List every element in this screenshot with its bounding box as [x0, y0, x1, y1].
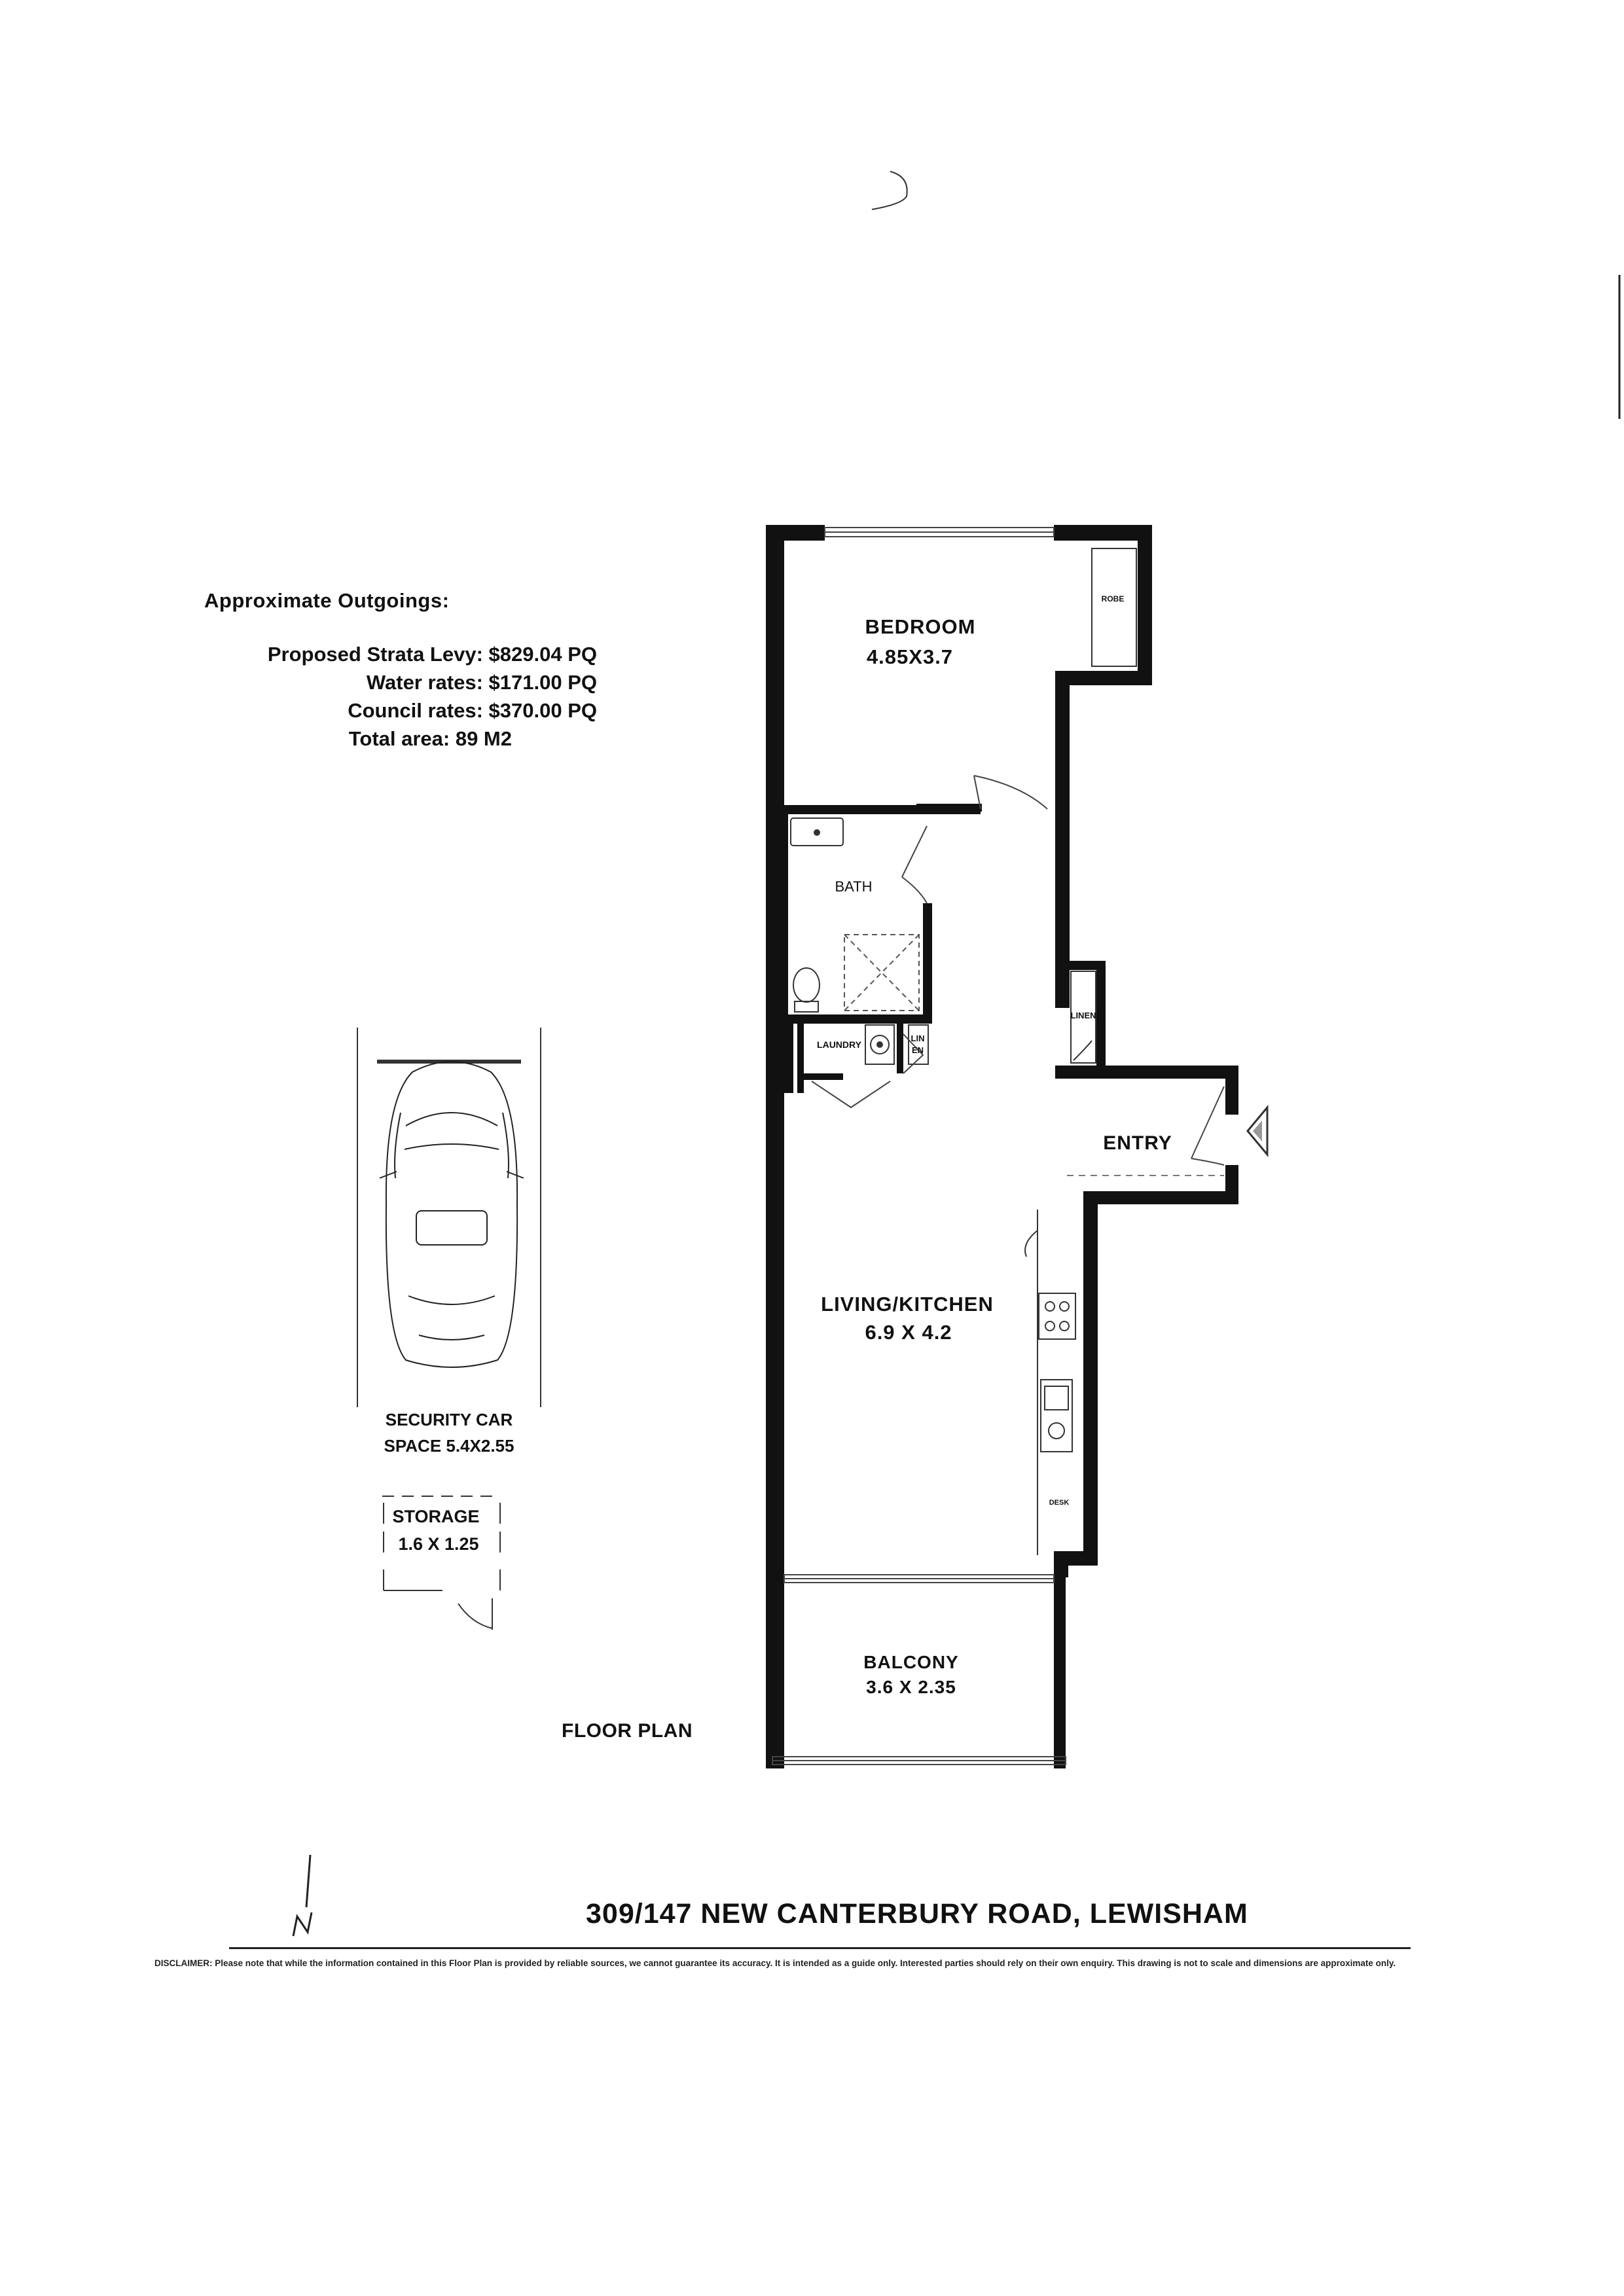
disclaimer-lead: DISCLAIMER: — [154, 1958, 213, 1968]
car-space — [357, 1028, 541, 1407]
robe-cupboard — [1092, 548, 1136, 666]
disclaimer-text: Please note that while the information contained in this Floor Plan is provided by reliable sources, we cannot guarantee its accuracy. It is intended as a guide only. Interested parties should rely on their own enquiry. This drawing is not to scale and dimensions are approximate only. — [212, 1958, 1396, 1968]
scan-mark — [872, 171, 907, 209]
desk-label: DESK — [1049, 1499, 1070, 1507]
shower — [844, 935, 919, 1011]
entry-door — [1067, 1086, 1224, 1175]
outgoings-heading: Approximate Outgoings: — [204, 589, 450, 612]
address-divider — [229, 1947, 1411, 1949]
bedroom-label: BEDROOM — [865, 615, 976, 638]
north-arrow-icon — [293, 1855, 312, 1936]
bedroom-door — [974, 776, 1047, 809]
car-icon — [380, 1062, 524, 1367]
linen-small-label: LIN EN — [911, 1033, 925, 1055]
water-rates: Water rates: $171.00 PQ — [366, 671, 597, 694]
bath-label: BATH — [835, 878, 873, 895]
living-kitchen-label: LIVING/KITCHEN — [821, 1293, 994, 1316]
toilet — [793, 968, 820, 1012]
strata-levy: Proposed Strata Levy: $829.04 PQ — [267, 643, 597, 666]
balcony-size: 3.6 X 2.35 — [866, 1677, 956, 1697]
council-rates: Council rates: $370.00 PQ — [348, 699, 597, 722]
total-area: Total area: 89 M2 — [348, 727, 512, 750]
living-kitchen-size: 6.9 X 4.2 — [865, 1321, 952, 1344]
storage-label: STORAGE — [392, 1507, 480, 1526]
bedroom-size: 4.85X3.7 — [866, 645, 954, 668]
storage-size: 1.6 X 1.25 — [398, 1534, 479, 1554]
property-address: 309/147 NEW CANTERBURY ROAD, LEWISHAM — [586, 1898, 1248, 1929]
balcony-label: BALCONY — [863, 1652, 959, 1672]
interior-walls — [779, 804, 982, 1093]
bath-door — [902, 826, 927, 903]
entry-label: ENTRY — [1103, 1132, 1172, 1154]
vanity-basin — [791, 818, 843, 846]
floor-plan-title: FLOOR PLAN — [562, 1720, 693, 1742]
car-space-size: SPACE 5.4X2.55 — [384, 1436, 514, 1456]
windows — [772, 528, 1066, 1765]
disclaimer — [154, 1957, 1529, 1970]
laundry-label: LAUNDRY — [817, 1039, 861, 1050]
car-space-label: SECURITY CAR — [385, 1410, 513, 1429]
robe-label: ROBE — [1101, 594, 1125, 603]
linen-label: LINEN — [1070, 1011, 1096, 1020]
